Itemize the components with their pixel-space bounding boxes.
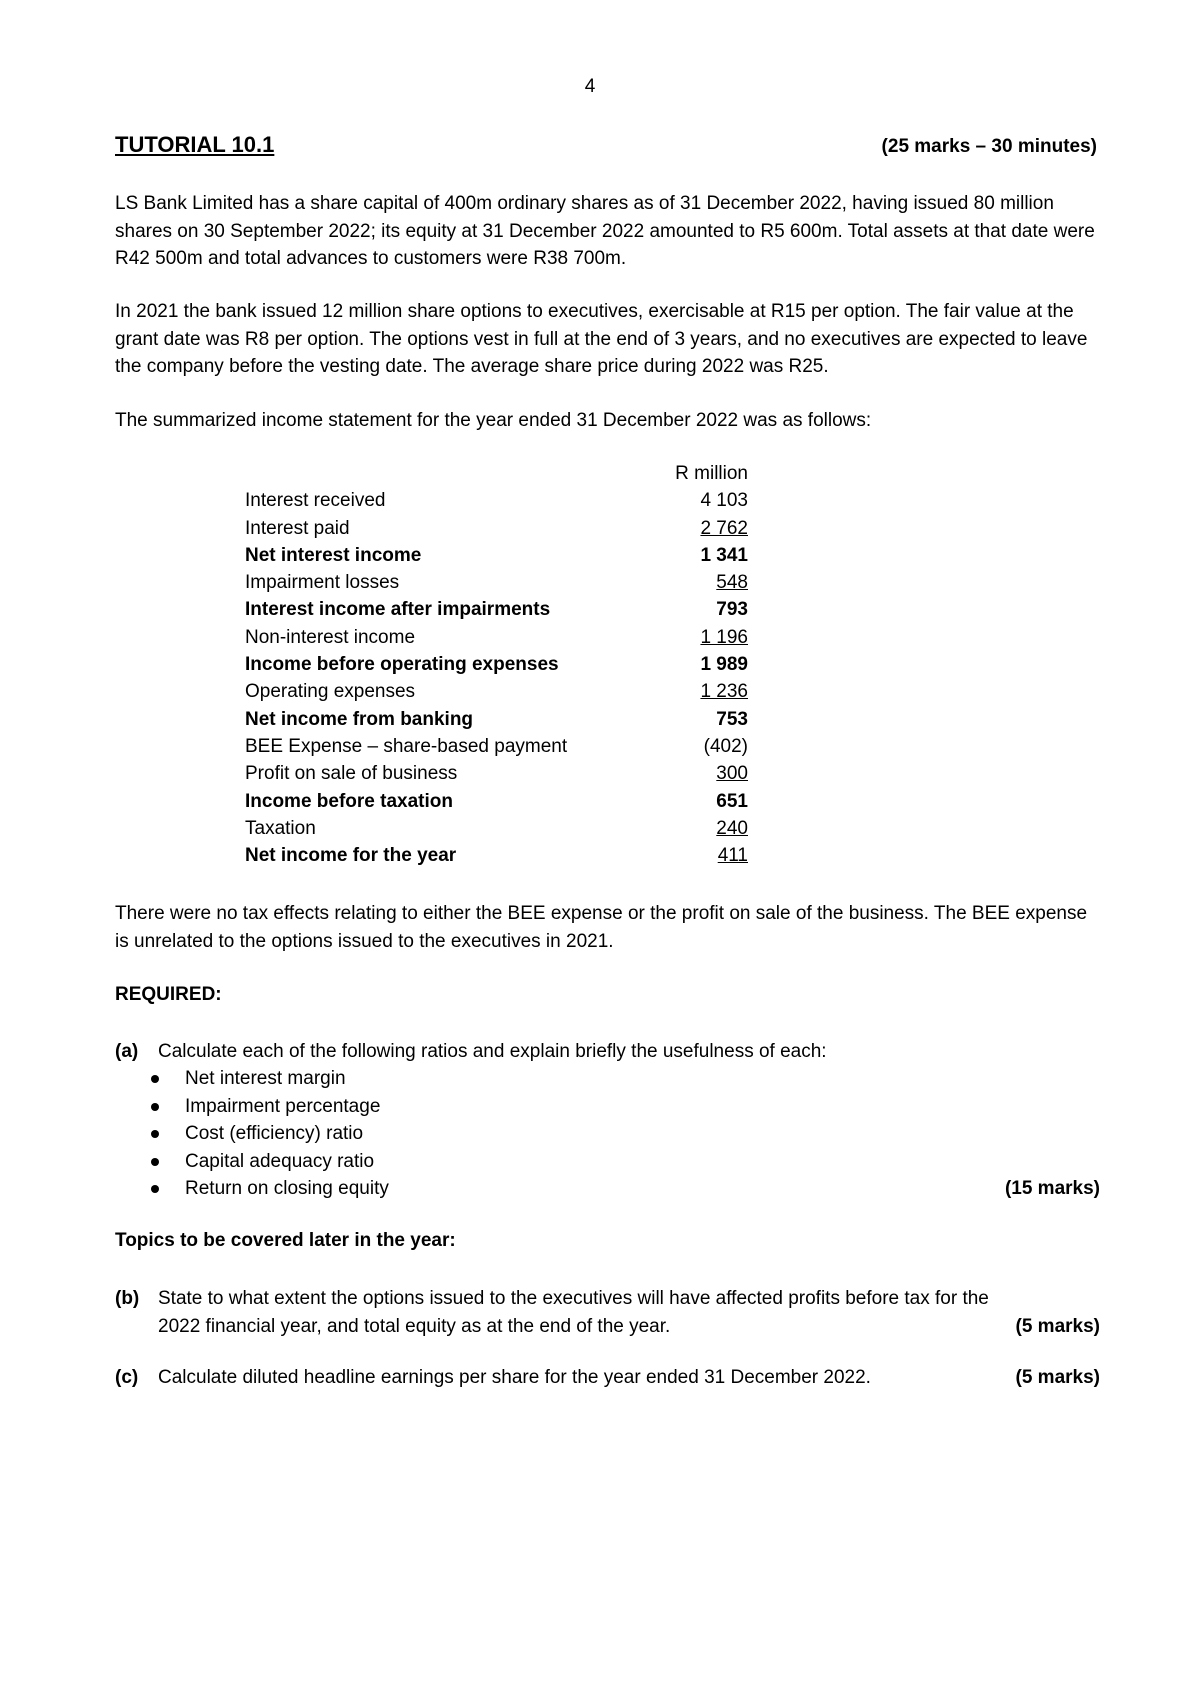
statement-label: Net income for the year [245, 845, 457, 867]
statement-amount: 651 [716, 790, 748, 812]
statement-amount: 1 341 [700, 544, 748, 566]
paragraph-share-capital: LS Bank Limited has a share capital of 400m ordinary shares as of 31 December 2022, having issued 80 million shares on 30 September 2022; its equity at 31 December 2022 amounted to R5 600m. Total assets at that date were R42 500m and total advances to customers were R38 700m. [115, 193, 1095, 269]
statement-header-row [245, 460, 750, 487]
statement-total-row [245, 842, 750, 869]
marks-c: (5 marks) [1015, 1367, 1100, 1388]
statement-label: Taxation [245, 817, 316, 839]
income-statement [245, 460, 750, 869]
statement-amount: 1 236 [700, 681, 748, 703]
statement-subtotal-row [245, 706, 750, 733]
topics-heading: Topics to be covered later in the year: [115, 1230, 456, 1251]
statement-row [245, 569, 750, 596]
statement-row [245, 733, 750, 760]
statement-amount: 300 [716, 763, 748, 785]
bullet-icon [151, 1103, 159, 1111]
question-text: State to what extent the options issued to the executives will have affected profits before tax for the [158, 1288, 989, 1309]
statement-amount: 793 [716, 599, 748, 621]
statement-row [245, 487, 750, 514]
question-label: (a) [115, 1041, 139, 1062]
statement-amount: (402) [703, 735, 748, 757]
list-item: Net interest margin [185, 1065, 1100, 1092]
question-text: Calculate each of the following ratios and explain briefly the usefulness of each: [158, 1041, 827, 1062]
statement-row [245, 624, 750, 651]
bullet-icon [151, 1158, 159, 1166]
statement-label: Income before operating expenses [245, 654, 559, 676]
statement-label: Income before taxation [245, 790, 453, 812]
question-b [115, 1285, 1100, 1340]
paragraph-tax-effects: There were no tax effects relating to either the BEE expense or the profit on sale of the business. The BEE expense is unrelated to the options issued to the executives in 2021. [115, 903, 1088, 952]
statement-row [245, 815, 750, 842]
question-text: Calculate diluted headline earnings per share for the year ended 31 December 2022. [158, 1367, 871, 1388]
tutorial-header [115, 132, 1097, 158]
total-marks: (25 marks – 30 minutes) [881, 136, 1097, 157]
required-heading: REQUIRED: [115, 984, 222, 1005]
statement-label: Profit on sale of business [245, 763, 458, 785]
statement-row [245, 678, 750, 705]
statement-amount: 1 989 [700, 654, 748, 676]
statement-label: Impairment losses [245, 572, 400, 594]
statement-row [245, 515, 750, 542]
statement-amount: 4 103 [700, 490, 748, 512]
bullet-icon [151, 1075, 159, 1083]
statement-amount: 411 [717, 845, 748, 867]
statement-label: Net income from banking [245, 708, 474, 730]
question-label: (c) [115, 1367, 139, 1388]
question-label: (b) [115, 1288, 140, 1309]
ratio-list [115, 1065, 1100, 1202]
list-item: Cost (efficiency) ratio [185, 1120, 1100, 1147]
statement-amount: 240 [716, 817, 748, 839]
question-a [115, 1038, 1100, 1202]
question-c [115, 1367, 1100, 1389]
statement-subtotal-row [245, 788, 750, 815]
statement-label: Net interest income [245, 544, 422, 566]
statement-amount: 2 762 [700, 517, 748, 539]
marks-a: (15 marks) [1004, 1178, 1100, 1200]
paragraph-share-options: In 2021 the bank issued 12 million share options to executives, exercisable at R15 per option. The fair value at the grant date was R8 per option. The options vest in full at the end of 3 years, and no executives are expected to leave the company before the vesting date. The average share price during 2022 was R25. [115, 301, 1088, 377]
bullet-icon [151, 1130, 159, 1138]
statement-amount: 753 [716, 708, 748, 730]
paragraph-statement-intro: The summarized income statement for the year ended 31 December 2022 was as follows: [115, 410, 872, 431]
statement-label: Interest received [245, 490, 386, 512]
list-item: Capital adequacy ratio [185, 1148, 1100, 1175]
marks-b: (5 marks) [1015, 1315, 1100, 1337]
tutorial-title: TUTORIAL 10.1 [115, 132, 275, 157]
statement-subtotal-row [245, 596, 750, 623]
statement-label: Interest paid [245, 517, 350, 539]
statement-label: BEE Expense – share-based payment [245, 735, 568, 757]
statement-label: Non-interest income [245, 626, 416, 648]
page-number: 4 [584, 76, 596, 97]
statement-subtotal-row [245, 542, 750, 569]
statement-subtotal-row [245, 651, 750, 678]
list-item: Impairment percentage [185, 1093, 1100, 1120]
question-text-continued: 2022 financial year, and total equity as at the end of the year. [158, 1315, 671, 1337]
unit-header: R million [675, 463, 748, 484]
statement-amount: 548 [716, 572, 748, 594]
statement-label: Operating expenses [245, 681, 416, 703]
statement-row [245, 760, 750, 787]
statement-label: Interest income after impairments [245, 599, 551, 621]
statement-amount: 1 196 [700, 626, 748, 648]
bullet-icon [151, 1185, 159, 1193]
list-item: Return on closing equity (15 marks) [185, 1175, 1100, 1202]
